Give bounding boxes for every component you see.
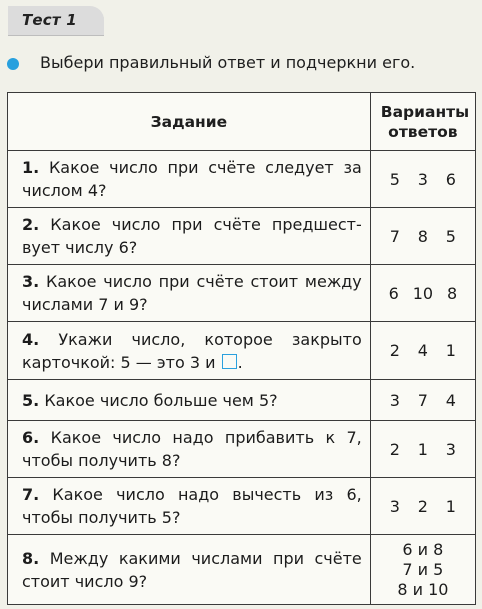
answer-option[interactable]: 3 [445,439,456,459]
bullet-icon [7,58,19,70]
question-number: 7. [22,485,40,504]
question-cell [8,265,371,322]
question-text: Какое число при счёте следует за числом 4? [22,158,362,200]
table-row [8,421,476,478]
question-cell [8,380,371,421]
options-cell [370,421,475,478]
table-row [8,380,476,421]
answer-option[interactable]: 8 [446,283,458,303]
question-cell [8,208,371,265]
question-text-end: . [237,352,243,372]
answer-option[interactable]: 2 [417,496,428,516]
question-text: Какое число больше чем 5? [44,390,278,410]
question-cell [8,322,371,380]
question-cell [8,478,371,535]
answer-option[interactable]: 7 и 5 [402,559,444,579]
question-number: 6. [22,428,40,447]
question-cell [8,535,371,605]
answer-option[interactable]: 3 [389,390,400,410]
answer-option[interactable]: 8 и 10 [397,579,449,599]
question-number: 8. [22,548,40,568]
answer-option[interactable]: 4 [445,390,456,410]
hidden-card-icon [222,354,237,369]
question-number: 5. [22,390,40,410]
question-number: 4. [22,329,40,349]
quiz-table [7,92,476,605]
answer-option[interactable]: 8 [417,226,428,246]
answer-option[interactable]: 10 [412,283,434,303]
table-row [8,322,476,380]
question-number: 1. [22,158,40,177]
options-cell [370,265,475,322]
question-text: Какое число при счёте предшест-вует числу 6? [22,215,362,257]
answer-option[interactable]: 2 [389,341,400,360]
question-text: Между какими числами при счёте стоит число 9? [22,548,362,591]
answer-option[interactable]: 6 и 8 [402,539,444,559]
answer-option[interactable]: 5 [389,169,400,189]
options-cell [370,535,475,605]
question-text: Укажи число, которое закрыто карточкой: 5 — это 3 и [22,329,362,372]
answer-option[interactable]: 3 [389,496,400,516]
column-header-task: Задание [8,93,371,151]
answer-option[interactable]: 6 [445,169,456,189]
table-row [8,265,476,322]
answer-option[interactable]: 5 [445,226,456,246]
answer-option[interactable]: 1 [417,439,428,459]
test-title: Тест 1 [22,11,77,29]
question-number: 2. [22,215,40,234]
question-cell [8,421,371,478]
options-cell [370,380,475,421]
question-number: 3. [22,272,40,291]
question-text: Какое число при счёте стоит между числами 7 и 9? [22,272,362,314]
table-row [8,535,476,605]
column-header-options: Варианты ответов [370,93,475,151]
options-cell [370,478,475,535]
question-cell [8,151,371,208]
answer-option[interactable]: 7 [389,226,400,246]
instruction-text: Выбери правильный ответ и подчеркни его. [40,53,416,72]
table-header-row [8,93,476,151]
question-text: Какое число надо прибавить к 7, чтобы получить 8? [22,428,362,470]
table-row [8,151,476,208]
answer-option[interactable]: 1 [445,341,456,360]
answer-option[interactable]: 2 [389,439,400,459]
answer-option[interactable]: 3 [417,169,428,189]
options-cell [370,151,475,208]
answer-option[interactable]: 6 [388,283,399,303]
options-cell [370,208,475,265]
answer-option[interactable]: 4 [417,341,428,360]
answer-option[interactable]: 7 [417,390,428,410]
answer-option[interactable]: 1 [445,496,456,516]
table-row [8,478,476,535]
question-text: Какое число надо вычесть из 6, чтобы получить 5? [22,485,362,527]
table-row [8,208,476,265]
options-cell [370,322,475,380]
